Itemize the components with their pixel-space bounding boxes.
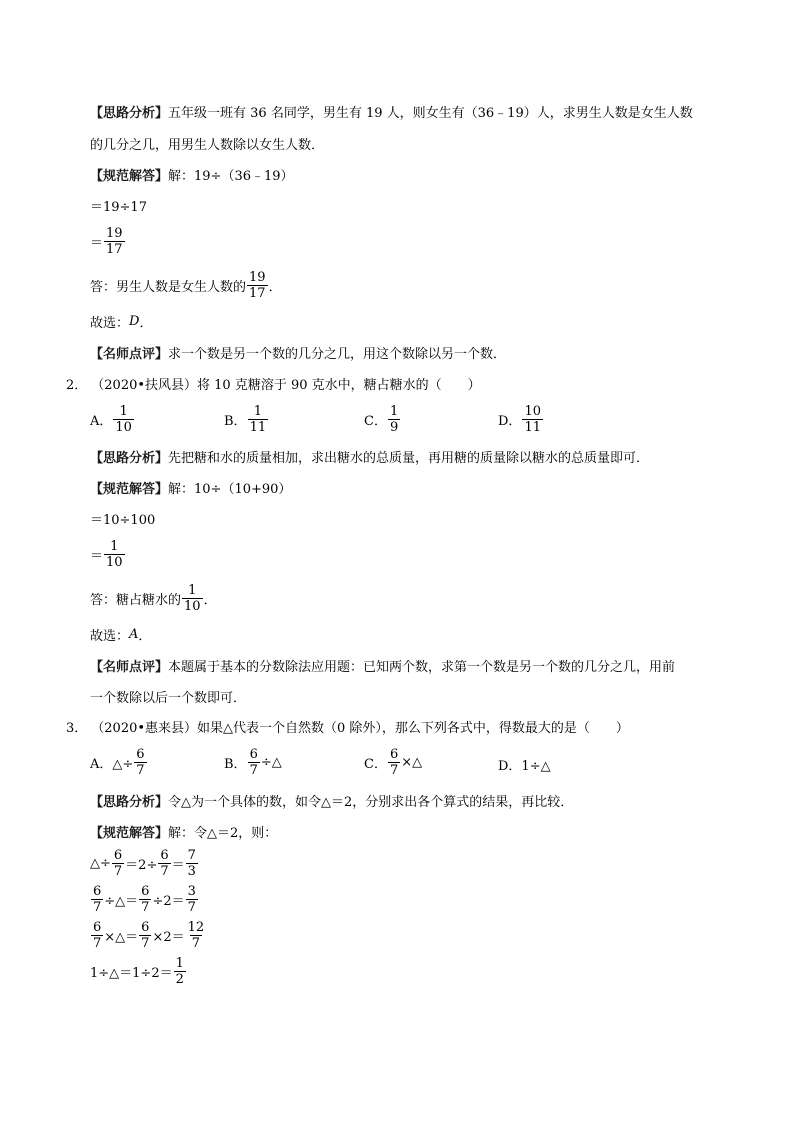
- option-label: B．: [224, 414, 247, 429]
- numerator: 6: [136, 747, 145, 762]
- option-text: ÷△: [260, 755, 282, 770]
- numerator: 6: [389, 747, 399, 762]
- eq-text: ＝: [171, 858, 185, 873]
- question-3-stem: [66, 717, 629, 736]
- numerator: 6: [93, 884, 102, 899]
- eq-text: △÷: [90, 856, 111, 871]
- fraction: [182, 583, 203, 614]
- numerator: 6: [249, 747, 258, 762]
- numerator: 1: [119, 404, 128, 419]
- denominator: 7: [389, 763, 399, 778]
- denominator: 7: [160, 864, 169, 879]
- denominator: 2: [175, 972, 184, 987]
- option-text: ×△: [401, 755, 423, 770]
- solution-step: [90, 196, 147, 215]
- denominator: 3: [187, 864, 196, 879]
- numerator: 12: [187, 920, 205, 935]
- option-label: C．: [364, 757, 387, 772]
- option-d[interactable]: [498, 755, 551, 774]
- solution-tag: 【规范解答】: [90, 169, 169, 184]
- choice-letter: A: [129, 627, 139, 642]
- answer-text: 答：男生人数是女生人数的: [90, 280, 247, 295]
- period: ．: [268, 280, 282, 295]
- analysis-line: [90, 791, 573, 810]
- analysis-tag: 【思路分析】: [90, 106, 169, 121]
- denominator: 9: [389, 420, 399, 435]
- denominator: 10: [106, 555, 123, 570]
- answer-text: 答：糖占糖水的: [90, 593, 182, 608]
- eq-text: ÷△＝: [104, 894, 139, 909]
- fraction: [522, 404, 543, 435]
- comment-tag: 【名师点评】: [90, 660, 169, 675]
- denominator: 7: [136, 763, 145, 778]
- numerator: 6: [93, 920, 102, 935]
- answer-line: [90, 270, 282, 301]
- denominator: 10: [115, 420, 132, 435]
- fraction: [139, 920, 151, 951]
- option-a[interactable]: [90, 747, 148, 778]
- equation-3: [90, 920, 207, 951]
- denominator: 7: [93, 936, 102, 951]
- analysis-line: [90, 447, 649, 466]
- numerator: 1: [110, 539, 119, 554]
- denominator: 7: [191, 936, 201, 951]
- choice-line: [90, 625, 151, 644]
- question-2-stem: [66, 374, 481, 393]
- denominator: 7: [113, 864, 123, 879]
- fraction: [186, 920, 207, 951]
- solution-text: 解：10÷（10+90）: [168, 482, 292, 497]
- analysis-line: [90, 102, 693, 121]
- denominator: 7: [141, 900, 150, 915]
- solution-step-fraction: [90, 226, 126, 257]
- question-number: 2．: [66, 378, 88, 393]
- solution-line: [90, 822, 277, 841]
- fraction: [139, 884, 151, 915]
- comment-text: 求一个数是另一个数的几分之几，用这个数除以另一个数．: [168, 347, 507, 362]
- numerator: 1: [188, 583, 197, 598]
- fraction: [174, 956, 186, 987]
- equation-2: [90, 884, 199, 915]
- comment-line-2: [90, 687, 246, 706]
- eq-text: ÷2＝: [152, 894, 185, 909]
- denominator: 11: [524, 420, 541, 435]
- denominator: 7: [141, 936, 150, 951]
- analysis-text: 五年级一班有 36 名同学，男生有 19 人，则女生有（36﹣19）人，求男生人数是女生人数: [168, 106, 693, 121]
- fraction: [91, 884, 103, 915]
- equals-sign: ＝: [90, 549, 104, 564]
- option-label: D．: [498, 414, 522, 429]
- comment-tag: 【名师点评】: [90, 347, 169, 362]
- fraction: [186, 884, 198, 915]
- option-text: D．1÷△: [498, 759, 551, 774]
- denominator: 11: [249, 420, 267, 435]
- analysis-tag: 【思路分析】: [90, 451, 169, 466]
- period: ．: [138, 629, 152, 644]
- comment-line: [90, 656, 675, 675]
- denominator: 7: [187, 900, 196, 915]
- equation-1: [90, 848, 199, 879]
- numerator: 6: [141, 920, 150, 935]
- question-text: （2020•扶风县）将 10 克糖溶于 90 克水中，糖占糖水的（ ）: [91, 378, 481, 393]
- numerator: 6: [113, 848, 123, 863]
- option-label: C．: [364, 414, 387, 429]
- denominator: 10: [184, 599, 201, 614]
- fraction: [104, 539, 125, 570]
- analysis-text: 先把糖和水的质量相加，求出糖水的总质量，再用糖的质量除以糖水的总质量即可．: [168, 451, 650, 466]
- numerator: 1: [175, 956, 184, 971]
- numerator: 6: [141, 884, 150, 899]
- denominator: 17: [249, 286, 266, 301]
- comment-text: 本题属于基本的分数除法应用题：已知两个数，求第一个数是另一个数的几分之几，用前: [168, 660, 676, 675]
- numerator: 10: [524, 404, 541, 419]
- numerator: 7: [187, 848, 196, 863]
- analysis-text: 令△为一个具体的数，如令△＝2，分别求出各个算式的结果，再比较．: [168, 795, 574, 810]
- choice-letter: D: [129, 314, 140, 329]
- choice-line: [90, 312, 152, 331]
- fraction: [186, 848, 198, 879]
- fraction: [247, 270, 268, 301]
- denominator: 17: [106, 242, 123, 257]
- numerator: 1: [253, 404, 262, 419]
- numerator: 3: [187, 884, 196, 899]
- fraction: [112, 848, 124, 879]
- option-c[interactable]: [364, 404, 401, 435]
- solution-tag: 【规范解答】: [90, 826, 169, 841]
- solution-line: [90, 478, 291, 497]
- fraction: [91, 920, 103, 951]
- eq-text: ×2＝: [152, 930, 185, 945]
- option-c[interactable]: [364, 747, 422, 778]
- fraction: [248, 747, 260, 778]
- fraction: [248, 404, 269, 435]
- solution-text: 解：19÷（36﹣19）: [168, 169, 294, 184]
- numerator: 1: [389, 404, 399, 419]
- choice-text: 故选：: [90, 629, 130, 644]
- step-text: ＝10÷100: [90, 513, 156, 528]
- option-b[interactable]: [224, 404, 269, 435]
- option-a[interactable]: [90, 404, 135, 435]
- equation-4: [90, 956, 187, 987]
- numerator: 19: [106, 226, 123, 241]
- solution-line: [90, 165, 294, 184]
- eq-text: ＝2÷: [125, 858, 158, 873]
- solution-text: 解：令△＝2，则：: [168, 826, 278, 841]
- comment-line: [90, 343, 506, 362]
- question-number: 3．: [66, 721, 88, 736]
- question-text: （2020•惠来县）如果△代表一个自然数（0 除外），那么下列各式中，得数最大的是（ ）: [91, 721, 629, 736]
- solution-step-fraction: [90, 539, 126, 570]
- option-label: B．: [224, 757, 247, 772]
- option-label: A．: [90, 414, 113, 429]
- eq-text: ×△＝: [104, 930, 139, 945]
- fraction: [158, 848, 170, 879]
- step-text: ＝19÷17: [90, 200, 147, 215]
- fraction: [134, 747, 146, 778]
- analysis-line-2: [90, 134, 324, 153]
- analysis-tag: 【思路分析】: [90, 795, 169, 810]
- numerator: 19: [249, 270, 266, 285]
- equals-sign: ＝: [90, 236, 104, 251]
- solution-tag: 【规范解答】: [90, 482, 169, 497]
- comment-text: 一个数除以后一个数即可．: [90, 691, 247, 706]
- solution-step: [90, 509, 155, 528]
- numerator: 6: [160, 848, 169, 863]
- fraction: [104, 226, 125, 257]
- eq-text: 1÷△＝1÷2＝: [90, 966, 173, 981]
- fraction: [388, 747, 400, 778]
- fraction: [113, 404, 134, 435]
- period: ．: [139, 316, 153, 331]
- period: ．: [203, 593, 217, 608]
- fraction: [388, 404, 400, 435]
- choice-text: 故选：: [90, 316, 130, 331]
- denominator: 7: [93, 900, 102, 915]
- option-d[interactable]: [498, 404, 544, 435]
- option-b[interactable]: [224, 747, 282, 778]
- option-label: A．△÷: [90, 757, 134, 772]
- analysis-text: 的几分之几，用男生人数除以女生人数．: [90, 138, 325, 153]
- denominator: 7: [249, 763, 258, 778]
- answer-line: [90, 583, 217, 614]
